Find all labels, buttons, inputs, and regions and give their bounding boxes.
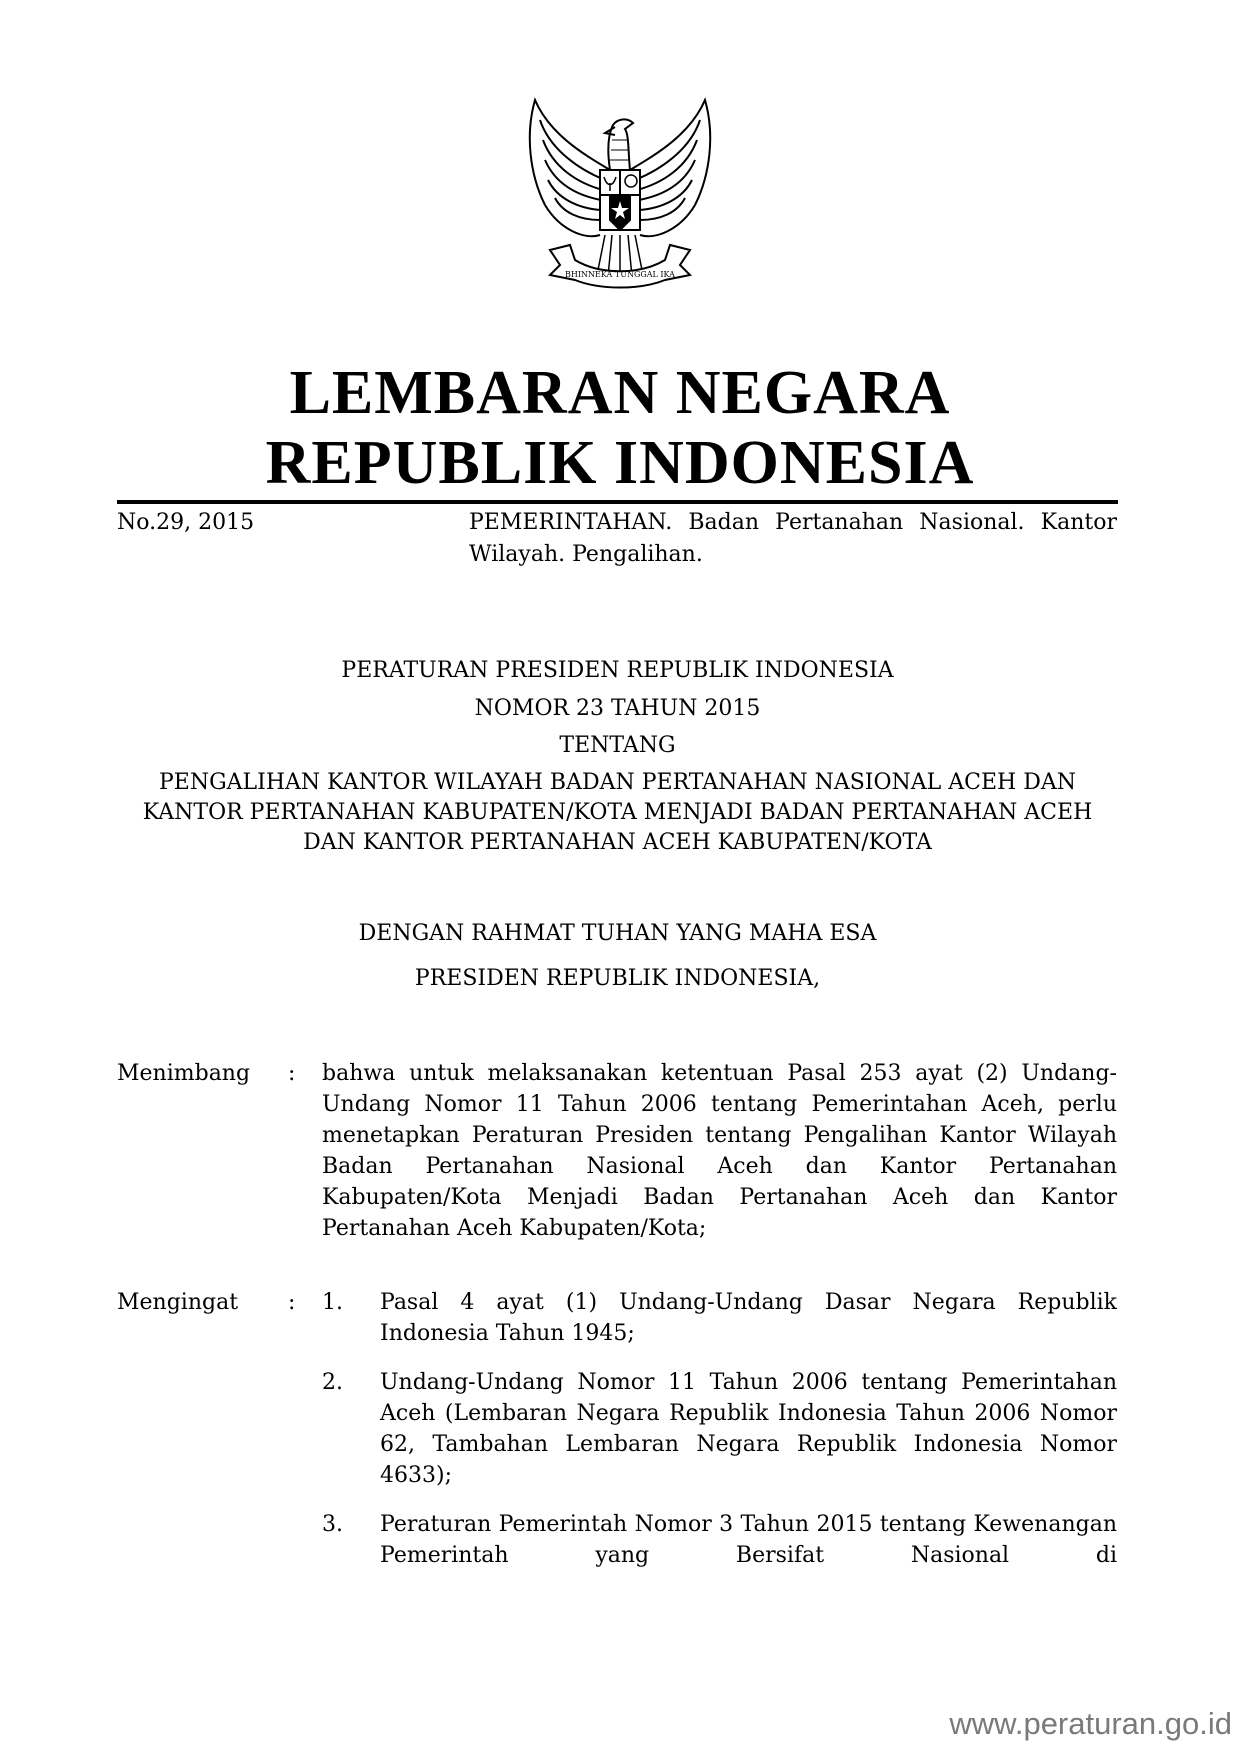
list-item-text: Pasal 4 ayat (1) Undang-Undang Dasar Negara Republik Indonesia Tahun 1945; (380, 1290, 1117, 1346)
regulation-number: NOMOR 23 TAHUN 2015 (474, 696, 761, 721)
list-item-number: 1. (322, 1290, 343, 1315)
issue-number: No.29, 2015 (117, 510, 255, 535)
menimbang-colon: : (288, 1061, 296, 1086)
issue-subject: PEMERINTAHAN. Badan Pertanahan Nasional. Kantor Wilayah. Pengalihan. (469, 510, 1117, 567)
regulation-type: PERATURAN PRESIDEN REPUBLIK INDONESIA (341, 658, 894, 683)
menimbang-label: Menimbang (117, 1061, 251, 1086)
masthead-divider (117, 500, 1118, 504)
list-item-number: 2. (322, 1370, 343, 1395)
regulation-about: TENTANG (559, 733, 676, 758)
list-item-text: Undang-Undang Nomor 11 Tahun 2006 tentang Pemerintahan Aceh (Lembaran Negara Republik Indonesia Tahun 2006 Nomor 62, Tambahan Lembaran Negara Republik Indonesia Nomor 4633); (380, 1370, 1117, 1488)
footer-website-link[interactable]: www.peraturan.go.id (949, 1706, 1232, 1741)
invocation: DENGAN RAHMAT TUHAN YANG MAHA ESA (358, 921, 877, 946)
list-item-text: Peraturan Pemerintah Nomor 3 Tahun 2015 tentang Kewenangan Pemerintah yang Bersifat Nasional di (380, 1512, 1117, 1568)
menimbang-text: bahwa untuk melaksanakan ketentuan Pasal 253 ayat (2) Undang-Undang Nomor 11 Tahun 2006 tentang Pemerintahan Aceh, perlu menetapkan Peraturan Presiden tentang Pengalihan Kantor Wilayah Badan Pertanahan Nasional Aceh dan Kantor Pertanahan Kabupaten/Kota Menjadi Badan Pertanahan Aceh dan Kantor Pertanahan Aceh Kabupaten/Kota; (322, 1061, 1117, 1241)
masthead-title-line2: REPUBLIK INDONESIA (265, 429, 975, 497)
svg-text:BHINNEKA TUNGGAL IKA: BHINNEKA TUNGGAL IKA (565, 270, 675, 279)
mengingat-colon: : (288, 1290, 296, 1315)
regulation-subject: PENGALIHAN KANTOR WILAYAH BADAN PERTANAHAN NASIONAL ACEH DAN KANTOR PERTANAHAN KABUPATEN/KOTA MENJADI BADAN PERTANAHAN ACEH DAN KANTOR PERTANAHAN ACEH KABUPATEN/KOTA (142, 770, 1093, 855)
garuda-emblem-icon (515, 95, 725, 310)
issuer: PRESIDEN REPUBLIK INDONESIA, (414, 966, 821, 991)
list-item-number: 3. (322, 1512, 343, 1537)
mengingat-label: Mengingat (117, 1290, 239, 1315)
masthead-title-line1: LEMBARAN NEGARA (289, 359, 951, 427)
